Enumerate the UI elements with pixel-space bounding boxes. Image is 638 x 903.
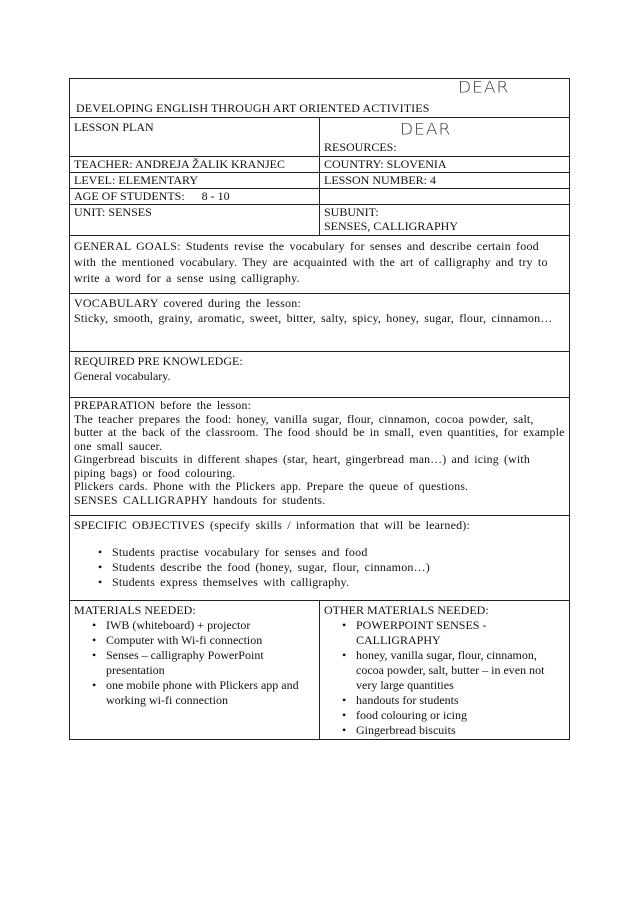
vocabulary-row <box>70 293 569 351</box>
preparation-row <box>70 397 569 515</box>
lesson-plan-row <box>70 117 569 156</box>
title-row <box>70 79 569 117</box>
preparation-text-4: SENSES CALLIGRAPHY handouts for students. <box>74 492 326 507</box>
list-item: • Students practise vocabulary for senses and food <box>90 545 565 560</box>
list-item: • POWERPOINT SENSES - CALLIGRAPHY <box>334 618 565 648</box>
age-value: 8 - 10 <box>201 189 230 203</box>
list-item: • one mobile phone with Plickers app and working wi-fi connection <box>84 678 315 708</box>
pre-knowledge-label: REQUIRED PRE KNOWLEDGE: <box>74 354 243 368</box>
preparation-text-1: The teacher prepares the food: honey, vanilla sugar, flour, cinnamon, cocoa powder, salt, butter at the back of the classroom. The food should be in small, even quantities, for example one small saucer. <box>74 411 565 453</box>
subunit-label: SUBUNIT: <box>324 205 379 219</box>
list-item: • IWB (whiteboard) + projector <box>84 618 315 633</box>
vocabulary-label: VOCABULARY covered during the lesson: <box>74 296 301 310</box>
lesson-number-field: LESSON NUMBER: 4 <box>324 173 437 187</box>
dear-logo: DEAR <box>458 78 510 98</box>
list-item: • Students express themselves with calligraphy. <box>90 575 565 590</box>
list-item: • handouts for students <box>334 693 565 708</box>
teacher-field: TEACHER: ANDREJA ŽALIK KRANJEC <box>74 157 286 171</box>
general-goals-text: GENERAL GOALS: Students revise the vocabulary for senses and describe certain food with the mentioned vocabulary. They are acquainted with the art of calligraphy and try to write a word for a sense using calligraphy. <box>74 239 548 285</box>
materials-label: MATERIALS NEEDED: <box>74 603 196 617</box>
lesson-plan-table <box>69 78 570 740</box>
country-field: COUNTRY: SLOVENIA <box>324 157 447 171</box>
other-materials-list <box>324 618 565 738</box>
age-label: AGE OF STUDENTS: <box>74 189 185 203</box>
teacher-row <box>70 156 569 172</box>
objectives-label: SPECIFIC OBJECTIVES (specify skills / information that will be learned): <box>74 518 471 532</box>
list-item: • Computer with Wi-fi connection <box>84 633 315 648</box>
preparation-label: PREPARATION before the lesson: <box>74 398 252 412</box>
list-item: • Students describe the food (honey, sugar, flour, cinnamon…) <box>90 560 565 575</box>
document-title: DEVELOPING ENGLISH THROUGH ART ORIENTED ACTIVITIES <box>76 101 430 115</box>
pre-knowledge-text: General vocabulary. <box>74 369 171 383</box>
unit-field: UNIT: SENSES <box>74 205 152 219</box>
list-item: • Senses – calligraphy PowerPoint presentation <box>84 648 315 678</box>
list-item: • food colouring or icing <box>334 708 565 723</box>
unit-row <box>70 204 569 235</box>
materials-list <box>74 618 315 708</box>
preparation-text-2: Gingerbread biscuits in different shapes (star, heart, gingerbread man…) and icing (with piping bags) or food colouring. <box>74 452 530 480</box>
age-row <box>70 188 569 204</box>
other-materials-label: OTHER MATERIALS NEEDED: <box>324 603 489 617</box>
objectives-list <box>74 545 565 590</box>
resources-label: RESOURCES: <box>324 140 397 154</box>
dear-logo-resources: DEAR <box>400 120 452 140</box>
pre-knowledge-row <box>70 351 569 397</box>
list-item: • honey, vanilla sugar, flour, cinnamon, cocoa powder, salt, butter – in even not very large quantities <box>334 648 565 693</box>
materials-row <box>70 600 569 739</box>
list-item: • Gingerbread biscuits <box>334 723 565 738</box>
general-goals-row <box>70 235 569 293</box>
subunit-value: SENSES, CALLIGRAPHY <box>324 219 459 233</box>
vocabulary-text: Sticky, smooth, grainy, aromatic, sweet, bitter, salty, spicy, honey, sugar, flour, cinnamon… <box>74 311 553 325</box>
lesson-plan-label: LESSON PLAN <box>74 120 154 134</box>
preparation-text-3: Plickers cards. Phone with the Plickers app. Prepare the queue of questions. <box>74 479 469 493</box>
level-row <box>70 172 569 188</box>
level-field: LEVEL: ELEMENTARY <box>74 173 199 187</box>
objectives-row <box>70 515 569 600</box>
